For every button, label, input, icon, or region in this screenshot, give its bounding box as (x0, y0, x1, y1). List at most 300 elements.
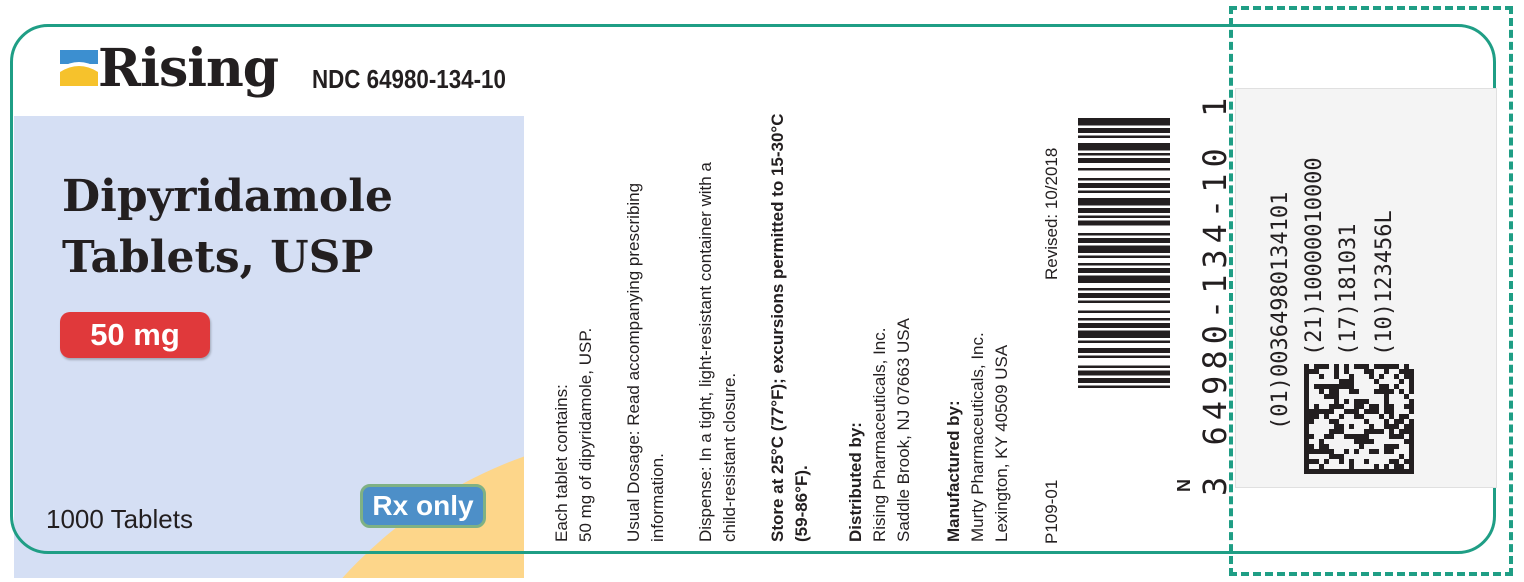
matrix-module (1344, 409, 1349, 414)
matrix-module (1304, 399, 1309, 404)
matrix-module (1309, 444, 1314, 449)
matrix-module (1314, 409, 1319, 414)
matrix-module (1404, 394, 1409, 399)
matrix-module (1389, 414, 1394, 419)
barcode-bar (1078, 246, 1170, 254)
matrix-module (1304, 394, 1309, 399)
matrix-module (1399, 434, 1404, 439)
matrix-module (1399, 429, 1404, 434)
matrix-module (1334, 429, 1339, 434)
matrix-module (1339, 414, 1344, 419)
barcode-bar (1078, 276, 1170, 284)
matrix-module (1334, 384, 1339, 389)
brand-name: Rising (98, 38, 279, 99)
serial-line: (21)10000010000 (1302, 157, 1327, 356)
matrix-module (1339, 379, 1344, 384)
matrix-module (1329, 389, 1334, 394)
matrix-module (1344, 399, 1349, 404)
matrix-module (1404, 414, 1409, 419)
matrix-module (1404, 429, 1409, 434)
upc-barcode (1078, 118, 1170, 470)
matrix-module (1409, 374, 1414, 379)
matrix-module (1324, 414, 1329, 419)
matrix-module (1389, 389, 1394, 394)
barcode-bar (1078, 366, 1170, 369)
matrix-module (1364, 409, 1369, 414)
matrix-module (1354, 469, 1359, 474)
matrix-module (1389, 424, 1394, 429)
barcode-bar (1078, 198, 1170, 206)
matrix-module (1339, 404, 1344, 409)
matrix-module (1329, 409, 1334, 414)
barcode-bar (1078, 216, 1170, 219)
matrix-module (1384, 419, 1389, 424)
matrix-module (1384, 399, 1389, 404)
matrix-module (1379, 469, 1384, 474)
matrix-module (1389, 409, 1394, 414)
matrix-module (1314, 469, 1319, 474)
matrix-module (1349, 384, 1354, 389)
matrix-module (1409, 444, 1414, 449)
matrix-module (1409, 429, 1414, 434)
matrix-module (1349, 389, 1354, 394)
matrix-module (1369, 409, 1374, 414)
label-code: P109-01 (1042, 479, 1061, 544)
matrix-module (1374, 429, 1379, 434)
tablet-count: 1000 Tablets (46, 504, 193, 534)
matrix-module (1344, 364, 1349, 369)
matrix-module (1399, 389, 1404, 394)
matrix-module (1344, 369, 1349, 374)
matrix-module (1334, 369, 1339, 374)
matrix-module (1304, 409, 1309, 414)
distributor-heading: Distributed by: (846, 422, 865, 542)
matrix-module (1389, 404, 1394, 409)
matrix-module (1409, 434, 1414, 439)
matrix-module (1374, 364, 1379, 369)
matrix-module (1384, 409, 1389, 414)
rx-only-badge: Rx only (360, 484, 486, 528)
matrix-module (1374, 464, 1379, 469)
barcode-bar (1078, 263, 1170, 266)
matrix-module (1384, 469, 1389, 474)
product-name (62, 166, 393, 288)
barcode-bar (1078, 323, 1170, 328)
dispense-text: Dispense: In a tight, light-resistant container with a child-resistant closure. (696, 162, 739, 542)
matrix-module (1409, 384, 1414, 389)
matrix-module (1334, 399, 1339, 404)
matrix-module (1319, 384, 1324, 389)
product-name-line-2: Tablets, USP (62, 232, 374, 283)
matrix-module (1314, 369, 1319, 374)
matrix-module (1334, 394, 1339, 399)
barcode-bar (1078, 128, 1170, 133)
matrix-module (1324, 394, 1329, 399)
matrix-module (1304, 389, 1309, 394)
matrix-module (1389, 364, 1394, 369)
matrix-module (1339, 424, 1344, 429)
matrix-module (1409, 469, 1414, 474)
matrix-module (1354, 414, 1359, 419)
matrix-module (1384, 444, 1389, 449)
matrix-module (1324, 469, 1329, 474)
matrix-module (1354, 364, 1359, 369)
matrix-module (1349, 464, 1354, 469)
gtin-line: (01)00364980134101 (1268, 191, 1293, 430)
matrix-module (1359, 399, 1364, 404)
matrix-module (1364, 434, 1369, 439)
matrix-module (1329, 384, 1334, 389)
matrix-module (1394, 464, 1399, 469)
barcode-n-marker: N (1174, 479, 1194, 492)
matrix-module (1354, 404, 1359, 409)
distributor-info: Distributed by: Rising Pharmaceuticals, Inc. Saddle Brook, NJ 07663 USA (846, 318, 913, 542)
matrix-module (1349, 379, 1354, 384)
matrix-module (1349, 434, 1354, 439)
matrix-module (1379, 389, 1384, 394)
matrix-module (1304, 469, 1309, 474)
matrix-module (1304, 369, 1309, 374)
matrix-module (1339, 454, 1344, 459)
matrix-module (1314, 414, 1319, 419)
matrix-module (1369, 404, 1374, 409)
matrix-module (1394, 384, 1399, 389)
matrix-module (1409, 404, 1414, 409)
matrix-module (1309, 469, 1314, 474)
matrix-module (1309, 369, 1314, 374)
matrix-module (1354, 389, 1359, 394)
matrix-module (1409, 409, 1414, 414)
matrix-module (1354, 449, 1359, 454)
matrix-module (1309, 419, 1314, 424)
matrix-module (1319, 464, 1324, 469)
barcode-bar (1078, 208, 1170, 213)
lot-line: (10)123456L (1372, 210, 1397, 356)
matrix-module (1399, 369, 1404, 374)
barcode-bar (1078, 288, 1170, 291)
matrix-module (1309, 459, 1314, 464)
matrix-module (1354, 399, 1359, 404)
barcode-bar (1078, 118, 1170, 126)
matrix-module (1344, 379, 1349, 384)
matrix-module (1324, 434, 1329, 439)
matrix-module (1339, 469, 1344, 474)
matrix-module (1399, 414, 1404, 419)
matrix-module (1379, 384, 1384, 389)
matrix-module (1374, 389, 1379, 394)
matrix-module (1329, 469, 1334, 474)
matrix-module (1404, 404, 1409, 409)
matrix-module (1334, 389, 1339, 394)
matrix-module (1384, 404, 1389, 409)
barcode-bar (1078, 348, 1170, 353)
matrix-module (1409, 464, 1414, 469)
matrix-module (1379, 429, 1384, 434)
matrix-module (1344, 469, 1349, 474)
barcode-bar (1078, 183, 1170, 188)
matrix-module (1334, 424, 1339, 429)
matrix-module (1314, 404, 1319, 409)
matrix-module (1319, 444, 1324, 449)
matrix-module (1329, 434, 1334, 439)
matrix-module (1309, 449, 1314, 454)
revision-date: Revised: 10/2018 (1042, 147, 1061, 280)
matrix-module (1394, 374, 1399, 379)
matrix-module (1319, 364, 1324, 369)
matrix-module (1404, 459, 1409, 464)
barcode-bar (1078, 268, 1170, 273)
matrix-module (1369, 429, 1374, 434)
matrix-module (1384, 364, 1389, 369)
matrix-module (1344, 449, 1349, 454)
matrix-module (1349, 409, 1354, 414)
matrix-module (1319, 439, 1324, 444)
matrix-module (1354, 439, 1359, 444)
matrix-module (1374, 404, 1379, 409)
matrix-module (1344, 434, 1349, 439)
matrix-module (1319, 389, 1324, 394)
matrix-module (1329, 404, 1334, 409)
matrix-module (1314, 364, 1319, 369)
matrix-module (1344, 384, 1349, 389)
barcode-bar (1078, 136, 1170, 139)
matrix-module (1349, 469, 1354, 474)
matrix-module (1364, 399, 1369, 404)
matrix-module (1324, 459, 1329, 464)
barcode-bar (1078, 233, 1170, 236)
dosage-text: Usual Dosage: Read accompanying prescribing information. (624, 182, 667, 542)
barcode-bar (1078, 143, 1170, 151)
barcode-digits: 3 64980-134-10 1 (1196, 91, 1234, 496)
barcode-bar (1078, 371, 1170, 376)
barcode-bar (1078, 356, 1170, 359)
matrix-module (1389, 469, 1394, 474)
matrix-module (1364, 469, 1369, 474)
matrix-module (1394, 444, 1399, 449)
barcode-bar (1078, 311, 1170, 314)
matrix-module (1399, 464, 1404, 469)
matrix-module (1339, 429, 1344, 434)
matrix-module (1404, 469, 1409, 474)
matrix-module (1374, 449, 1379, 454)
barcode-bar (1078, 386, 1170, 389)
matrix-module (1359, 439, 1364, 444)
product-name-line-1: Dipyridamole (62, 171, 393, 222)
matrix-module (1364, 459, 1369, 464)
matrix-module (1374, 409, 1379, 414)
matrix-module (1369, 449, 1374, 454)
barcode-bar (1078, 318, 1170, 321)
matrix-module (1409, 449, 1414, 454)
matrix-module (1384, 384, 1389, 389)
matrix-module (1324, 444, 1329, 449)
matrix-module (1309, 434, 1314, 439)
matrix-module (1409, 454, 1414, 459)
matrix-module (1404, 424, 1409, 429)
matrix-module (1319, 409, 1324, 414)
matrix-module (1389, 444, 1394, 449)
matrix-module (1304, 379, 1309, 384)
datamatrix-code (1304, 364, 1414, 474)
matrix-module (1314, 384, 1319, 389)
matrix-module (1409, 424, 1414, 429)
matrix-module (1334, 364, 1339, 369)
matrix-module (1334, 374, 1339, 379)
barcode-bar (1078, 293, 1170, 298)
barcode-bar (1078, 341, 1170, 344)
matrix-module (1399, 419, 1404, 424)
matrix-module (1404, 374, 1409, 379)
matrix-module (1394, 459, 1399, 464)
barcode-bar (1078, 178, 1170, 181)
matrix-module (1314, 459, 1319, 464)
matrix-module (1304, 404, 1309, 409)
matrix-module (1319, 469, 1324, 474)
matrix-module (1359, 469, 1364, 474)
matrix-module (1359, 434, 1364, 439)
barcode-bar (1078, 256, 1170, 259)
barcode-bar (1078, 158, 1170, 163)
matrix-module (1379, 374, 1384, 379)
matrix-module (1309, 414, 1314, 419)
matrix-module (1304, 454, 1309, 459)
barcode-bar (1078, 168, 1170, 171)
matrix-module (1359, 444, 1364, 449)
matrix-module (1394, 364, 1399, 369)
matrix-module (1409, 419, 1414, 424)
matrix-module (1384, 389, 1389, 394)
matrix-module (1379, 364, 1384, 369)
barcode-bar (1078, 191, 1170, 194)
matrix-module (1349, 459, 1354, 464)
matrix-module (1304, 439, 1309, 444)
matrix-module (1334, 404, 1339, 409)
matrix-module (1334, 419, 1339, 424)
matrix-module (1359, 364, 1364, 369)
barcode-bar (1078, 301, 1170, 304)
matrix-module (1339, 384, 1344, 389)
barcode-bar (1078, 221, 1170, 226)
matrix-module (1304, 444, 1309, 449)
matrix-module (1384, 369, 1389, 374)
matrix-module (1329, 449, 1334, 454)
matrix-module (1384, 394, 1389, 399)
matrix-module (1364, 439, 1369, 444)
barcode-bar (1078, 153, 1170, 156)
matrix-module (1399, 379, 1404, 384)
matrix-module (1399, 454, 1404, 459)
matrix-module (1319, 449, 1324, 454)
contents-text: Each tablet contains: 50 mg of dipyridamole, USP. (552, 327, 595, 542)
matrix-module (1384, 449, 1389, 454)
matrix-module (1334, 454, 1339, 459)
matrix-module (1329, 394, 1334, 399)
matrix-module (1304, 459, 1309, 464)
matrix-module (1304, 429, 1309, 434)
matrix-module (1349, 424, 1354, 429)
matrix-module (1369, 469, 1374, 474)
matrix-module (1329, 429, 1334, 434)
barcode-bar (1078, 331, 1170, 339)
matrix-module (1304, 434, 1309, 439)
storage-text: Store at 25°C (77°F); excursions permitted to 15-30°C (59-86°F). (768, 113, 811, 542)
matrix-module (1409, 369, 1414, 374)
matrix-module (1394, 434, 1399, 439)
matrix-module (1389, 459, 1394, 464)
matrix-module (1409, 379, 1414, 384)
ndc-number: NDC 64980-134-10 (312, 64, 506, 94)
matrix-module (1304, 364, 1309, 369)
sunrise-icon (60, 50, 98, 86)
matrix-module (1324, 449, 1329, 454)
matrix-module (1369, 369, 1374, 374)
matrix-module (1404, 369, 1409, 374)
matrix-module (1409, 399, 1414, 404)
matrix-module (1324, 364, 1329, 369)
matrix-module (1394, 424, 1399, 429)
matrix-module (1389, 429, 1394, 434)
matrix-module (1404, 439, 1409, 444)
strength-badge: 50 mg (60, 312, 210, 358)
matrix-module (1304, 414, 1309, 419)
matrix-module (1339, 459, 1344, 464)
matrix-module (1329, 454, 1334, 459)
matrix-module (1304, 464, 1309, 469)
matrix-module (1399, 469, 1404, 474)
matrix-module (1364, 369, 1369, 374)
matrix-module (1374, 379, 1379, 384)
matrix-module (1389, 434, 1394, 439)
matrix-module (1354, 409, 1359, 414)
matrix-module (1319, 374, 1324, 379)
matrix-module (1334, 469, 1339, 474)
barcode-bar (1078, 238, 1170, 243)
matrix-module (1364, 419, 1369, 424)
matrix-module (1329, 419, 1334, 424)
matrix-module (1314, 449, 1319, 454)
matrix-module (1369, 439, 1374, 444)
manufacturer-info: Manufactured by: Murty Pharmaceuticals, Inc. Lexington, KY 40509 USA (944, 332, 1011, 542)
matrix-module (1304, 384, 1309, 389)
matrix-module (1304, 449, 1309, 454)
matrix-module (1359, 414, 1364, 419)
matrix-module (1354, 434, 1359, 439)
matrix-module (1404, 364, 1409, 369)
matrix-module (1369, 424, 1374, 429)
matrix-module (1374, 469, 1379, 474)
matrix-module (1389, 449, 1394, 454)
matrix-module (1324, 409, 1329, 414)
matrix-module (1394, 469, 1399, 474)
matrix-module (1349, 374, 1354, 379)
barcode-bar (1078, 378, 1170, 383)
matrix-module (1304, 419, 1309, 424)
matrix-module (1304, 374, 1309, 379)
matrix-module (1409, 389, 1414, 394)
manufacturer-heading: Manufactured by: (944, 400, 963, 542)
matrix-module (1409, 459, 1414, 464)
matrix-module (1394, 419, 1399, 424)
matrix-module (1384, 464, 1389, 469)
matrix-module (1384, 424, 1389, 429)
matrix-module (1304, 424, 1309, 429)
matrix-module (1359, 404, 1364, 409)
matrix-module (1364, 364, 1369, 369)
matrix-module (1324, 384, 1329, 389)
matrix-module (1309, 409, 1314, 414)
matrix-module (1409, 439, 1414, 444)
matrix-module (1369, 374, 1374, 379)
